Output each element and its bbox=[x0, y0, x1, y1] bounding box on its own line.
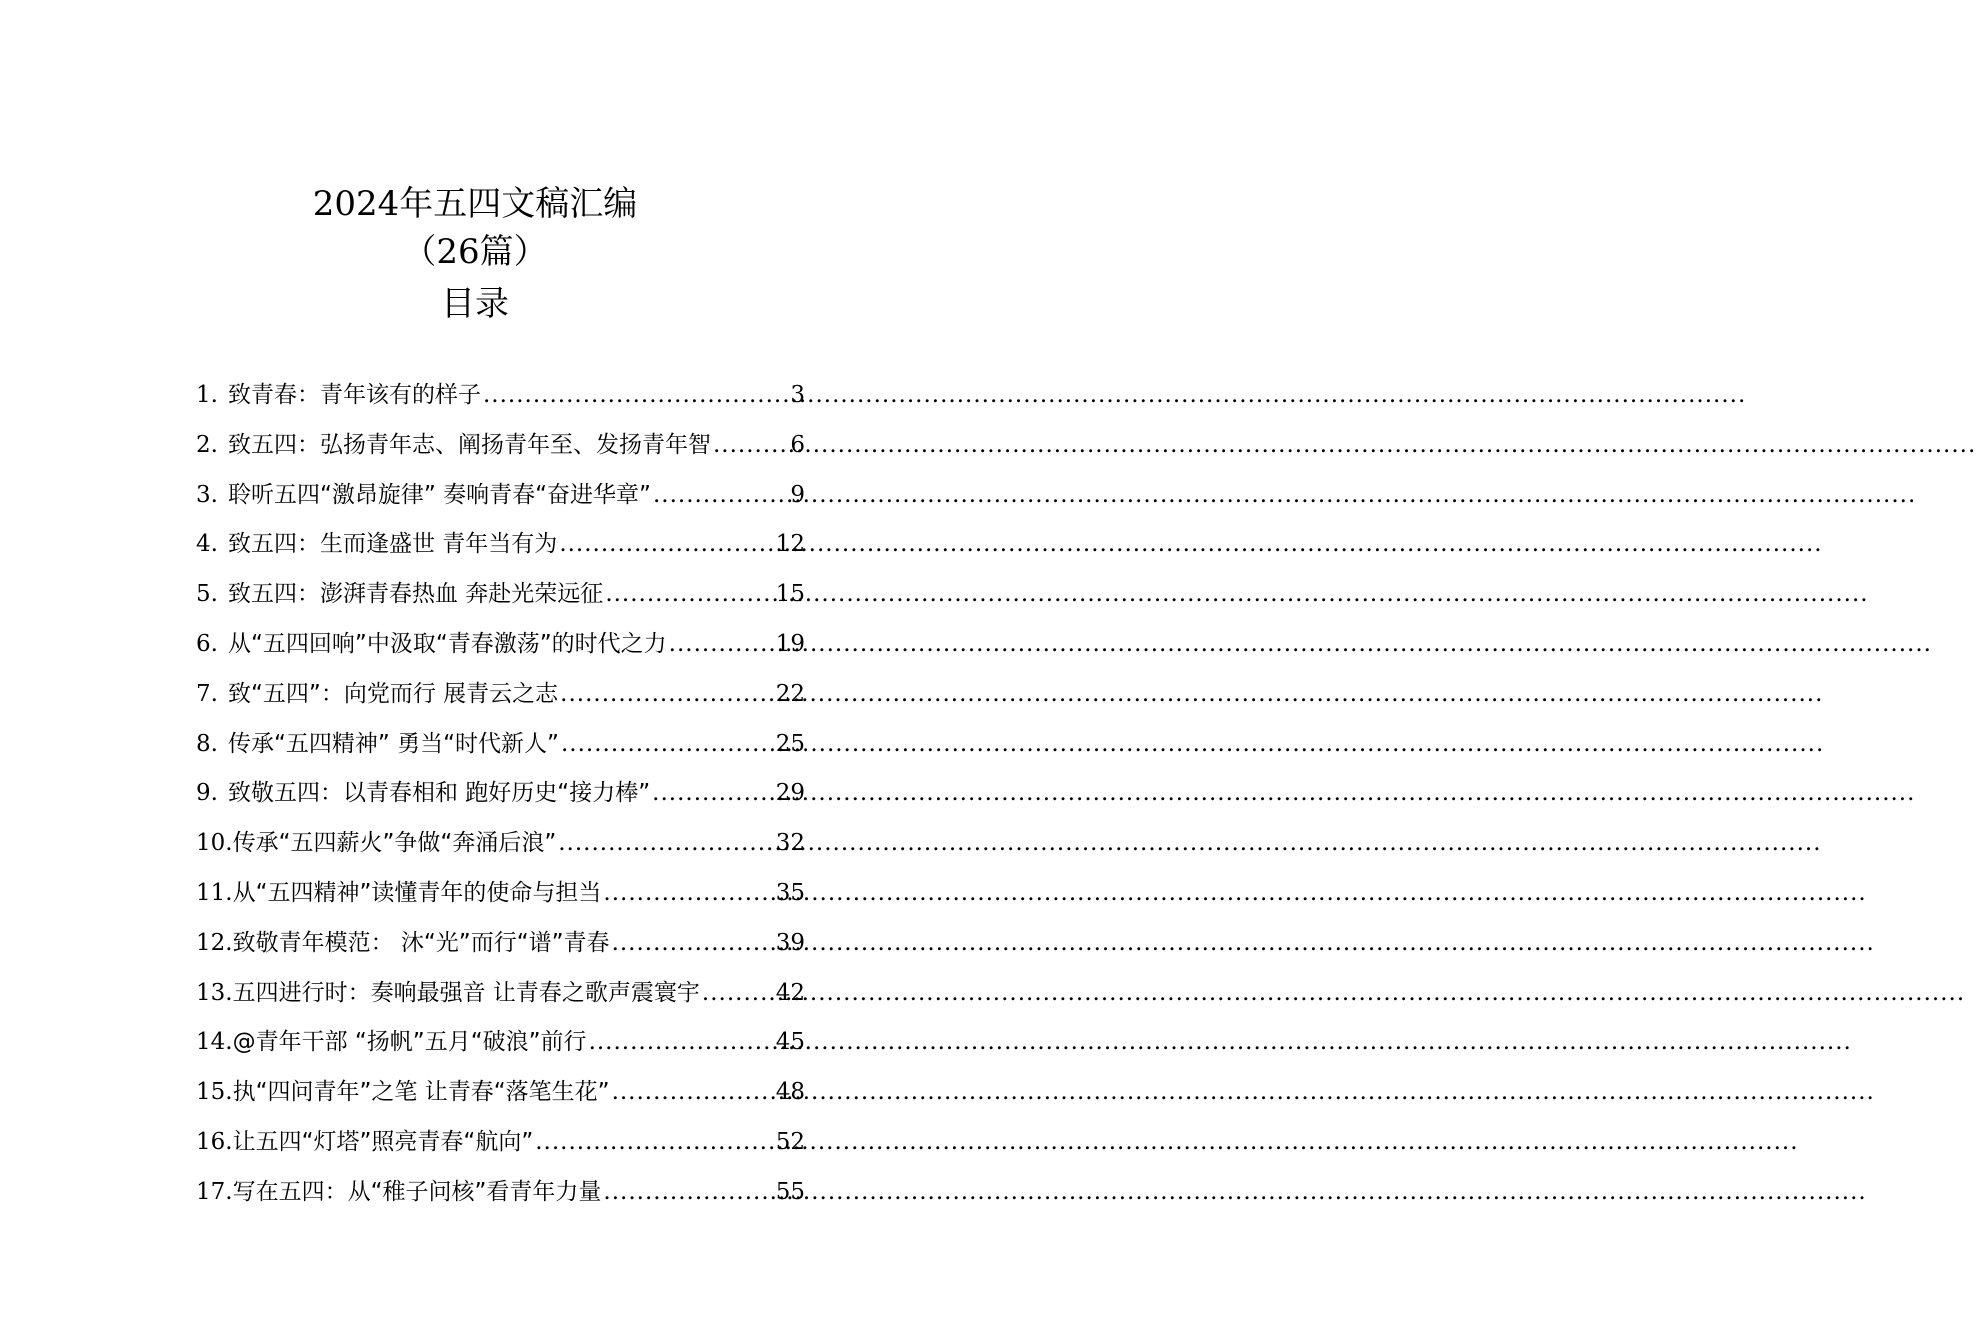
toc-item-title: 聆听五四“激昂旋律” 奏响青春“奋进华章” bbox=[228, 481, 651, 508]
toc-item[interactable] bbox=[196, 476, 805, 526]
toc-dot-leader bbox=[559, 531, 773, 557]
toc-item[interactable] bbox=[196, 1173, 805, 1223]
toc-item-page: 6 bbox=[790, 431, 805, 458]
toc-item-number: 6. bbox=[196, 630, 218, 657]
toc-item-page: 52 bbox=[775, 1128, 805, 1155]
toc-item-title: 致敬青年模范： 沐“光”而行“谱”青春 bbox=[232, 929, 610, 956]
toc-item-title: 从“五四回响”中汲取“青春激荡”的时代之力 bbox=[228, 630, 667, 657]
toc-item[interactable] bbox=[196, 376, 805, 426]
toc-item-number: 16. bbox=[196, 1128, 233, 1155]
toc-item[interactable] bbox=[196, 974, 805, 1024]
toc-item-number: 7. bbox=[196, 680, 218, 707]
toc-item-number: 2. bbox=[196, 431, 218, 458]
toc-item-number: 14. bbox=[196, 1029, 233, 1056]
toc-item-page: 12 bbox=[775, 531, 805, 558]
toc-item-number: 5. bbox=[196, 581, 218, 608]
toc-item[interactable] bbox=[196, 575, 805, 625]
toc-item[interactable] bbox=[196, 426, 805, 476]
toc-dot-leader bbox=[603, 880, 773, 906]
title-block bbox=[0, 180, 950, 330]
toc-dot-leader bbox=[653, 482, 788, 508]
toc-item-title: 致五四：生而逢盛世 青年当有为 bbox=[228, 531, 558, 558]
toc-item[interactable] bbox=[196, 874, 805, 924]
toc-item-page: 48 bbox=[775, 1079, 805, 1106]
toc-item-page: 19 bbox=[775, 630, 805, 657]
toc-item-number: 9. bbox=[196, 780, 218, 807]
toc-item-title: 执“四问青年”之笔 让青春“落笔生花” bbox=[232, 1079, 610, 1106]
toc-dot-leader bbox=[535, 1129, 773, 1155]
toc-dot-leader bbox=[612, 930, 774, 956]
document-title: 2024年五四文稿汇编 bbox=[312, 184, 638, 224]
toc-item-page: 3 bbox=[790, 382, 805, 408]
toc-item-title: @青年干部 “扬帆”五月“破浪”前行 bbox=[232, 1029, 587, 1056]
toc-item[interactable] bbox=[196, 625, 805, 675]
toc-item-number: 1. bbox=[196, 382, 218, 408]
toc-item-title: 从“五四精神”读懂青年的使命与担当 bbox=[232, 879, 602, 906]
toc-item[interactable] bbox=[196, 675, 805, 725]
toc-item-number: 4. bbox=[196, 531, 218, 558]
toc-item-title: 致敬五四：以青春相和 跑好历史“接力棒” bbox=[228, 780, 651, 807]
toc-item-title: 致五四：弘扬青年志、阐扬青年至、发扬青年智 bbox=[228, 431, 711, 458]
toc-item-number: 17. bbox=[196, 1178, 233, 1205]
toc-item-number: 3. bbox=[196, 481, 218, 508]
toc-item-title: 传承“五四精神” 勇当“时代新人” bbox=[228, 730, 559, 757]
toc-item[interactable] bbox=[196, 725, 805, 775]
toc-dot-leader bbox=[603, 1179, 773, 1205]
toc-dot-leader bbox=[652, 780, 774, 806]
toc-item[interactable] bbox=[196, 1023, 805, 1073]
toc-dot-leader bbox=[560, 681, 774, 707]
toc-item-number: 11. bbox=[196, 879, 233, 906]
toc-dot-leader bbox=[702, 980, 774, 1006]
toc-item-title: 让五四“灯塔”照亮青春“航向” bbox=[232, 1128, 534, 1155]
toc-item-page: 32 bbox=[775, 830, 805, 857]
toc-dot-leader bbox=[605, 581, 773, 607]
toc-item-number: 8. bbox=[196, 730, 218, 757]
toc-item-number: 12. bbox=[196, 929, 233, 956]
toc-item[interactable] bbox=[196, 1073, 805, 1123]
toc-item-number: 13. bbox=[196, 979, 233, 1006]
toc-item[interactable] bbox=[196, 525, 805, 575]
toc-item[interactable] bbox=[196, 824, 805, 874]
toc-item-page: 25 bbox=[775, 730, 805, 757]
toc-item-page: 42 bbox=[775, 979, 805, 1006]
toc-dot-leader bbox=[558, 830, 773, 856]
toc-dot-leader bbox=[713, 432, 788, 458]
table-of-contents bbox=[196, 376, 805, 1223]
toc-item-page: 55 bbox=[775, 1178, 805, 1205]
toc-item-page: 45 bbox=[775, 1029, 805, 1056]
toc-item-page: 9 bbox=[790, 481, 805, 508]
toc-item[interactable] bbox=[196, 924, 805, 974]
toc-dot-leader bbox=[669, 631, 774, 657]
toc-item[interactable] bbox=[196, 1123, 805, 1173]
toc-dot-leader bbox=[589, 1029, 774, 1055]
toc-item-title: 致青春：青年该有的样子 bbox=[228, 382, 481, 408]
toc-item-page: 35 bbox=[775, 879, 805, 906]
toc-item-title: 致五四：澎湃青春热血 奔赴光荣远征 bbox=[228, 581, 604, 608]
toc-dot-leader bbox=[561, 731, 774, 757]
toc-item-title: 写在五四：从“稚子问核”看青年力量 bbox=[232, 1178, 602, 1205]
toc-item-title: 五四进行时：奏响最强音 让青春之歌声震寰宇 bbox=[232, 979, 700, 1006]
toc-item-title: 传承“五四薪火”争做“奔涌后浪” bbox=[232, 830, 557, 857]
toc-item-number: 10. bbox=[196, 830, 233, 857]
document-subtitle: （26篇） bbox=[402, 232, 548, 272]
toc-dot-leader bbox=[612, 1079, 774, 1105]
toc-item-title: 致“五四”：向党而行 展青云之志 bbox=[228, 680, 559, 707]
toc-item[interactable] bbox=[196, 774, 805, 824]
toc-item-page: 22 bbox=[775, 680, 805, 707]
toc-item-number: 15. bbox=[196, 1079, 233, 1106]
toc-item-page: 15 bbox=[775, 581, 805, 608]
toc-item-page: 29 bbox=[775, 780, 805, 807]
toc-dot-leader bbox=[483, 382, 788, 408]
toc-item-page: 39 bbox=[775, 929, 805, 956]
toc-heading: 目录 bbox=[441, 284, 509, 324]
